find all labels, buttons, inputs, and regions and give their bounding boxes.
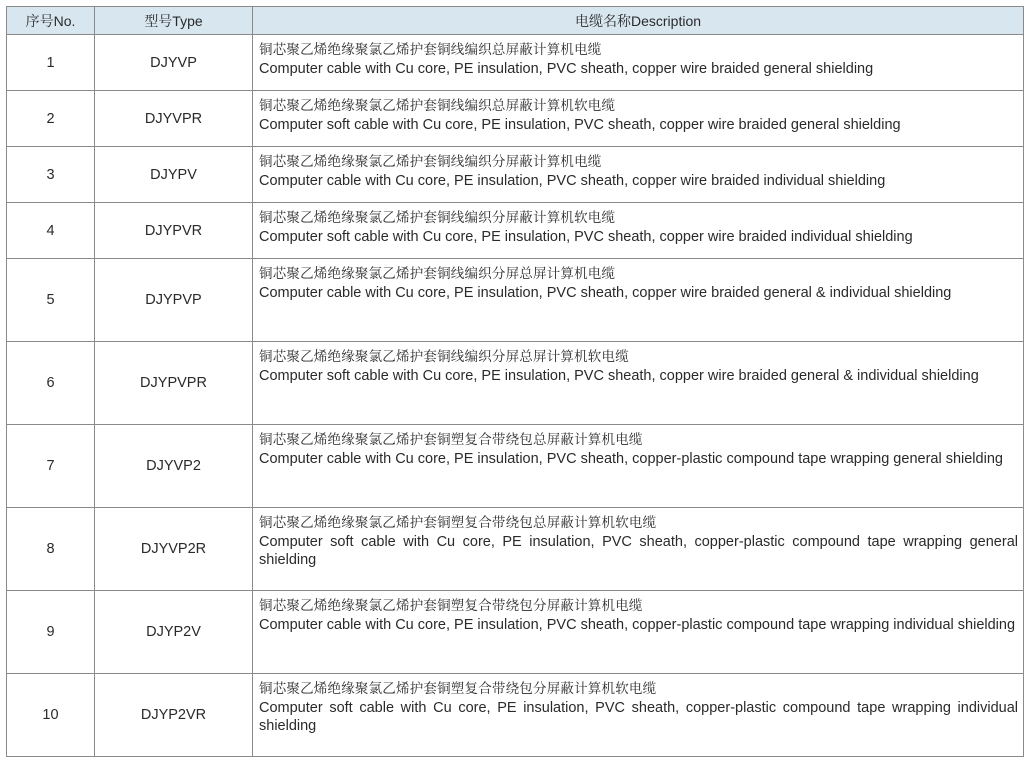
table-row xyxy=(7,342,1024,425)
cable-types-table xyxy=(6,6,1024,757)
row-type: DJYPVP xyxy=(95,259,253,342)
table-row xyxy=(7,674,1024,757)
description-chinese: 铜芯聚乙烯绝缘聚氯乙烯护套铜塑复合带绕包总屏蔽计算机软电缆 xyxy=(259,515,657,531)
row-number: 1 xyxy=(7,35,95,91)
row-description xyxy=(253,591,1024,674)
row-description xyxy=(253,508,1024,591)
row-type: DJYVP2 xyxy=(95,425,253,508)
row-description xyxy=(253,35,1024,91)
description-english: Computer soft cable with Cu core, PE insulation, PVC sheath, copper-plastic compound tape wrapping individual shielding xyxy=(259,700,1018,734)
row-type: DJYVP xyxy=(95,35,253,91)
description-english: Computer soft cable with Cu core, PE insulation, PVC sheath, copper wire braided general & individual shielding xyxy=(259,368,979,384)
header-row xyxy=(7,7,1024,35)
table-row xyxy=(7,147,1024,203)
description-chinese: 铜芯聚乙烯绝缘聚氯乙烯护套铜线编织分屏蔽计算机电缆 xyxy=(259,154,602,170)
row-description xyxy=(253,203,1024,259)
row-type: DJYPVPR xyxy=(95,342,253,425)
description-english: Computer soft cable with Cu core, PE insulation, PVC sheath, copper wire braided general shielding xyxy=(259,117,901,133)
header-type: 型号Type xyxy=(95,7,253,35)
row-type: DJYVP2R xyxy=(95,508,253,591)
description-chinese: 铜芯聚乙烯绝缘聚氯乙烯护套铜塑复合带绕包分屏蔽计算机软电缆 xyxy=(259,681,657,697)
row-number: 2 xyxy=(7,91,95,147)
description-chinese: 铜芯聚乙烯绝缘聚氯乙烯护套铜线编织分屏总屏计算机软电缆 xyxy=(259,349,629,365)
table-row xyxy=(7,591,1024,674)
cable-table-container xyxy=(6,6,1023,757)
header-description: 电缆名称Description xyxy=(253,7,1024,35)
description-chinese: 铜芯聚乙烯绝缘聚氯乙烯护套铜线编织分屏总屏计算机电缆 xyxy=(259,266,616,282)
description-chinese: 铜芯聚乙烯绝缘聚氯乙烯护套铜线编织分屏蔽计算机软电缆 xyxy=(259,210,616,226)
row-type: DJYPV xyxy=(95,147,253,203)
description-english: Computer cable with Cu core, PE insulation, PVC sheath, copper-plastic compound tape wrapping individual shielding xyxy=(259,617,1016,633)
table-header xyxy=(7,7,1024,35)
description-english: Computer cable with Cu core, PE insulation, PVC sheath, copper wire braided individual shielding xyxy=(259,173,886,189)
row-description xyxy=(253,147,1024,203)
description-english: Computer cable with Cu core, PE insulation, PVC sheath, copper wire braided general shielding xyxy=(259,61,874,77)
description-english: Computer soft cable with Cu core, PE insulation, PVC sheath, copper wire braided individual shielding xyxy=(259,229,913,245)
row-description xyxy=(253,425,1024,508)
row-type: DJYPVR xyxy=(95,203,253,259)
table-body xyxy=(7,35,1024,757)
table-row xyxy=(7,425,1024,508)
table-row xyxy=(7,508,1024,591)
table-row xyxy=(7,91,1024,147)
row-type: DJYVPR xyxy=(95,91,253,147)
row-number: 4 xyxy=(7,203,95,259)
description-chinese: 铜芯聚乙烯绝缘聚氯乙烯护套铜塑复合带绕包分屏蔽计算机电缆 xyxy=(259,598,643,614)
table-row xyxy=(7,259,1024,342)
row-number: 10 xyxy=(7,674,95,757)
description-english: Computer soft cable with Cu core, PE insulation, PVC sheath, copper-plastic compound tape wrapping general shielding xyxy=(259,534,1018,568)
row-number: 6 xyxy=(7,342,95,425)
row-type: DJYP2V xyxy=(95,591,253,674)
description-chinese: 铜芯聚乙烯绝缘聚氯乙烯护套铜线编织总屏蔽计算机电缆 xyxy=(259,42,602,58)
row-number: 7 xyxy=(7,425,95,508)
description-chinese: 铜芯聚乙烯绝缘聚氯乙烯护套铜线编织总屏蔽计算机软电缆 xyxy=(259,98,616,114)
row-number: 8 xyxy=(7,508,95,591)
table-row xyxy=(7,203,1024,259)
row-type: DJYP2VR xyxy=(95,674,253,757)
description-chinese: 铜芯聚乙烯绝缘聚氯乙烯护套铜塑复合带绕包总屏蔽计算机电缆 xyxy=(259,432,643,448)
header-number: 序号No. xyxy=(7,7,95,35)
description-english: Computer cable with Cu core, PE insulation, PVC sheath, copper wire braided general & individual shielding xyxy=(259,285,952,301)
row-description xyxy=(253,674,1024,757)
row-number: 5 xyxy=(7,259,95,342)
table-row xyxy=(7,35,1024,91)
description-english: Computer cable with Cu core, PE insulation, PVC sheath, copper-plastic compound tape wrapping general shielding xyxy=(259,451,1003,467)
row-number: 3 xyxy=(7,147,95,203)
row-description xyxy=(253,91,1024,147)
row-description xyxy=(253,342,1024,425)
row-number: 9 xyxy=(7,591,95,674)
row-description xyxy=(253,259,1024,342)
